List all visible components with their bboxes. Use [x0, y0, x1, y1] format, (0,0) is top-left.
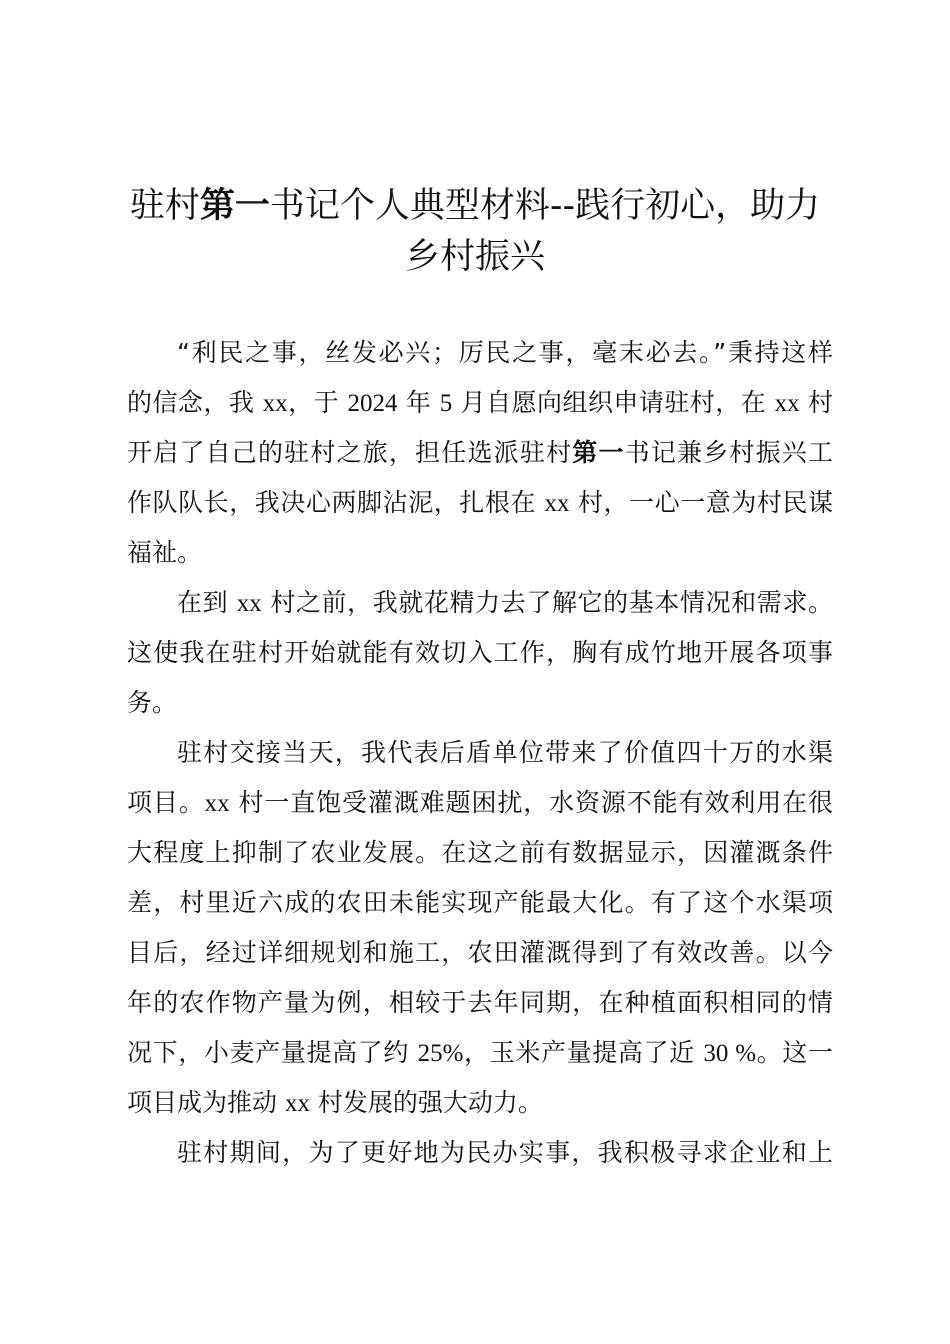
- title-text: 书记个人典型材料--践行初心，助力: [269, 186, 821, 226]
- text-run: 村: [799, 388, 833, 417]
- text-line: [127, 978, 833, 1028]
- text-line: [127, 1028, 833, 1078]
- paragraph: [127, 578, 833, 728]
- text-run: “利民之事，丝发必兴；厉民之事，毫末必去。”秉持这样: [177, 338, 833, 367]
- title-text-bold: 第一: [199, 186, 270, 226]
- text-run: 年: [397, 388, 440, 417]
- text-run: xx: [236, 590, 262, 617]
- text-run: 这使我在驻村开始就能有效切入工作，胸有成竹地开展各项事: [127, 638, 833, 667]
- text-run: 项目。: [127, 788, 205, 817]
- text-line: [127, 828, 833, 878]
- text-run: 。这一: [756, 1038, 834, 1067]
- text-run: xx: [284, 1090, 310, 1117]
- text-line: [127, 528, 833, 578]
- text-run: xx: [774, 390, 800, 417]
- text-line: [127, 1078, 833, 1128]
- text-run: 驻村期间，为了更好地为民办实事，我积极寻求企业和上: [177, 1138, 833, 1167]
- text-run: xx: [204, 790, 230, 817]
- text-run: 福祉。: [127, 538, 203, 567]
- text-run: 村发展的强大动力。: [309, 1088, 543, 1117]
- text-run: 大程度上抑制了农业发展。在这之前有数据显示，因灌溉条件: [127, 838, 833, 867]
- text-run: 25%: [417, 1040, 464, 1067]
- text-run: xx: [262, 390, 288, 417]
- text-line: [127, 628, 833, 678]
- paragraph: [127, 1128, 833, 1178]
- text-run: 村之前，我就花精力去了解它的基本情况和需求。: [261, 588, 833, 617]
- text-run: 年的农作物产量为例，相较于去年同期，在种植面积相同的情: [127, 988, 833, 1017]
- text-run: 驻村交接当天，我代表后盾单位带来了价值四十万的水渠: [177, 738, 833, 767]
- text-line: [127, 878, 833, 928]
- text-run: 2024: [347, 390, 398, 417]
- text-run: 月自愿向组织申请驻村，在: [452, 388, 775, 417]
- text-line: [127, 428, 833, 478]
- text-run: 目后，经过详细规划和施工，农田灌溉得到了有效改善。以今: [127, 938, 833, 967]
- title-line-1: [110, 181, 840, 232]
- text-run: ，于: [287, 388, 348, 417]
- text-line: [127, 728, 833, 778]
- text-run: xx: [544, 490, 570, 517]
- text-run: 书记兼乡村振兴工: [624, 438, 833, 467]
- text-run: 村一直饱受灌溉难题困扰，水资源不能有效利用在很: [229, 788, 833, 817]
- text-run-bold: 第一: [572, 438, 625, 467]
- text-run: 村，一心一意为村民谋: [569, 488, 833, 517]
- text-run: 开启了自己的驻村之旅，担任选派驻村: [127, 438, 573, 467]
- text-run: 作队队长，我决心两脚沾泥，扎根在: [127, 488, 545, 517]
- text-run: 差，村里近六成的农田未能实现产能最大化。有了这个水渠项: [127, 888, 833, 917]
- document-body: [127, 328, 833, 1178]
- text-run: 务。: [127, 688, 178, 717]
- paragraph: [127, 328, 833, 578]
- paragraph: [127, 728, 833, 1128]
- text-run: 在到: [177, 588, 237, 617]
- text-run: 况下，小麦产量提高了约: [127, 1038, 418, 1067]
- title-line-2: [110, 232, 840, 283]
- text-line: [127, 678, 833, 728]
- text-run: 项目成为推动: [127, 1088, 285, 1117]
- text-run: 30 %: [703, 1040, 757, 1067]
- text-line: [127, 928, 833, 978]
- text-run: ，玉米产量提高了近: [463, 1038, 704, 1067]
- title-text: 驻村: [129, 186, 200, 226]
- text-run: 5: [439, 390, 453, 417]
- text-run: 的信念，我: [127, 388, 263, 417]
- text-line: [127, 378, 833, 428]
- title-text: 乡村振兴: [404, 237, 545, 277]
- text-line: [127, 1128, 833, 1178]
- text-line: [127, 778, 833, 828]
- text-line: [127, 478, 833, 528]
- text-line: [127, 328, 833, 378]
- text-line: [127, 578, 833, 628]
- document-title: [110, 181, 840, 283]
